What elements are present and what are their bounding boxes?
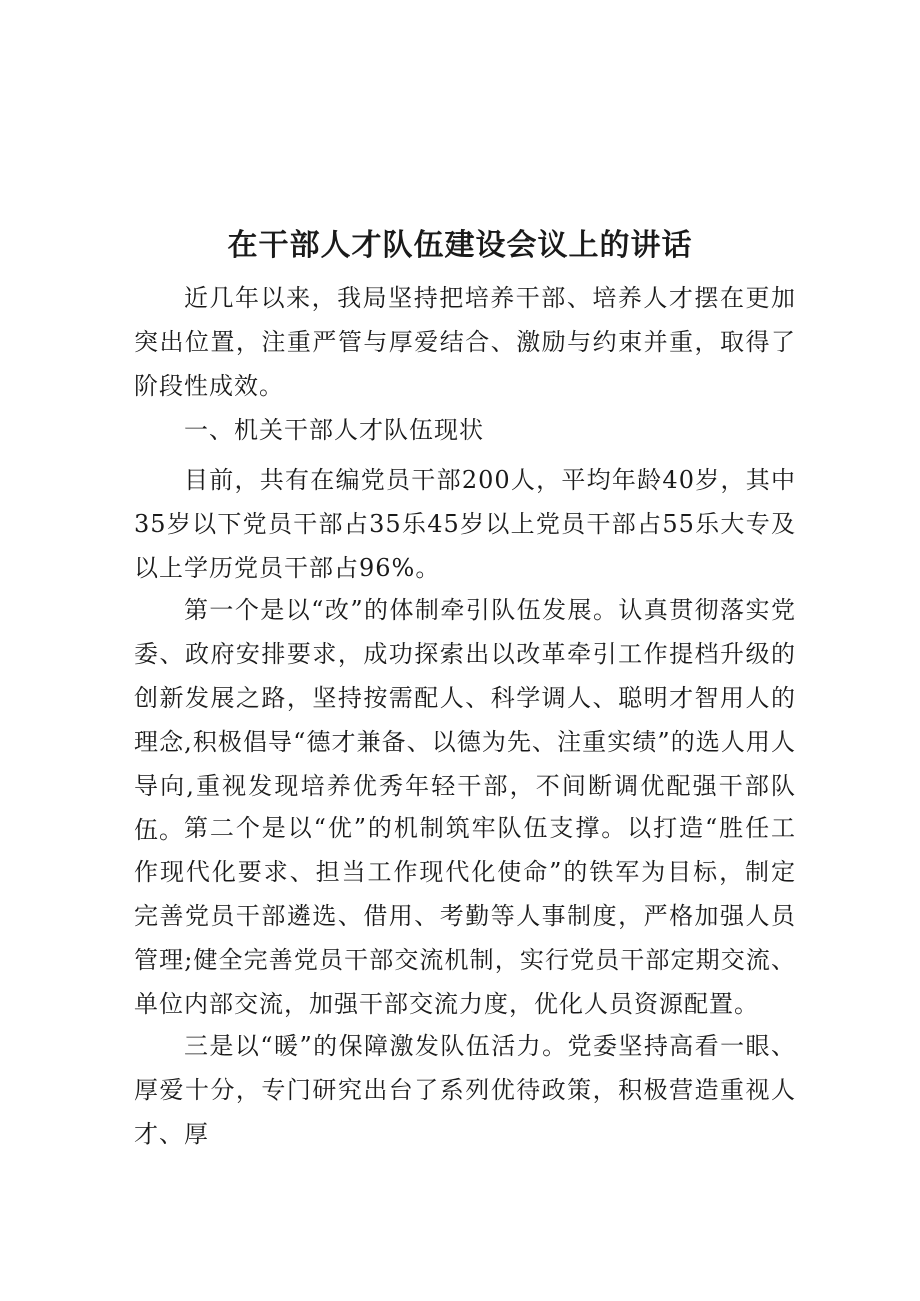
document-title: 在干部人才队伍建设会议上的讲话 [227, 228, 693, 263]
paragraph-guarantee: 三是以“暖”的保障激发队伍活力。党委坚持高看一眼、厚爱十分，专门研究出台了系列优待政策，积极营造重视人才、厚 [134, 1032, 796, 1148]
paragraph-mechanism: 第二个是以“优”的机制筑牢队伍支撑。以打造“胜任工作现代化要求、担当工作现代化使命”的铁军为目标，制定完善党员干部遴选、借用、考勤等人事制度，严格加强人员管理;健全完善党员干部交流机制，实行党员干部定期交流、单位内部交流，加强干部交流力度，优化人员资源配置。 [134, 814, 796, 1018]
paragraph-reform: 第一个是以“改”的体制牵引队伍发展。认真贯彻落实党委、政府安排要求，成功探索出以改革牵引工作提档升级的创新发展之路，坚持按需配人、科学调人、聪明才智用人的理念,积极倡导“德才兼备、以德为先、注重实绩”的选人用人导向,重视发现培养优秀年轻干部，不间断调优配强干部队伍。 [134, 596, 796, 844]
section-heading: 一、机关干部人才队伍现状 [184, 416, 484, 444]
paragraph-intro: 近几年以来，我局坚持把培养干部、培养人才摆在更加突出位置，注重严管与厚爱结合、激励与约束并重，取得了阶段性成效。 [134, 284, 796, 400]
paragraph-current-status: 目前，共有在编党员干部200人，平均年龄40岁，其中35岁以下党员干部占35乐45岁以上党员干部占55乐大专及以上学历党员干部占96%。 [134, 466, 796, 582]
